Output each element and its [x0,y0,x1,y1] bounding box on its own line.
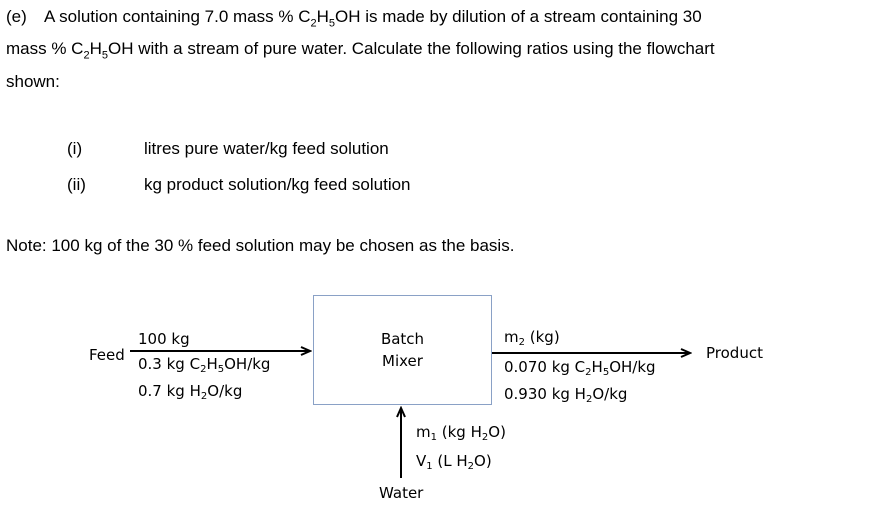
batch-mixer-box [313,295,492,405]
feed-water-fraction: 0.7 kg $H_2O/kg$ [138,382,243,402]
item-text: kg product solution/kg feed solution [144,175,411,194]
item-number: (ii) [67,175,86,194]
item-number: (i) [67,139,83,158]
water-volume: $V_1$ (L $H_2O$) [416,452,492,472]
problem-statement: (e) A solution containing 7.0 mass % $C_2H_5OH$ is made by dilution of a stream containing 30 mass % $C_2H_5OH$ with a stream of pure water. Calculate the following ratios using the flowchart shown: [6,4,891,94]
problem-label: (e) [6,7,27,26]
feed-label: Feed [89,346,125,364]
mixer-label-line1: Batch [380,330,425,348]
product-ethanol-fraction: 0.070 kg $C_2H_5OH/kg$ [504,358,656,378]
product-water-fraction: 0.930 kg $H_2O/kg$ [504,385,628,405]
water-label: Water [379,484,424,502]
basis-note: Note: 100 kg of the 30 % feed solution may be chosen as the basis. [6,236,515,255]
item-text: litres pure water/kg feed solution [144,139,389,158]
feed-mass: 100 kg [138,330,190,348]
mixer-label-line2: Mixer [382,352,423,370]
product-mass: $m_2$ (kg) [504,328,560,348]
feed-ethanol-fraction: 0.3 kg $C_2H_5OH/kg$ [138,355,271,375]
water-mass: $m_1$ (kg $H_2O$) [416,423,506,443]
product-label: Product [706,344,763,362]
